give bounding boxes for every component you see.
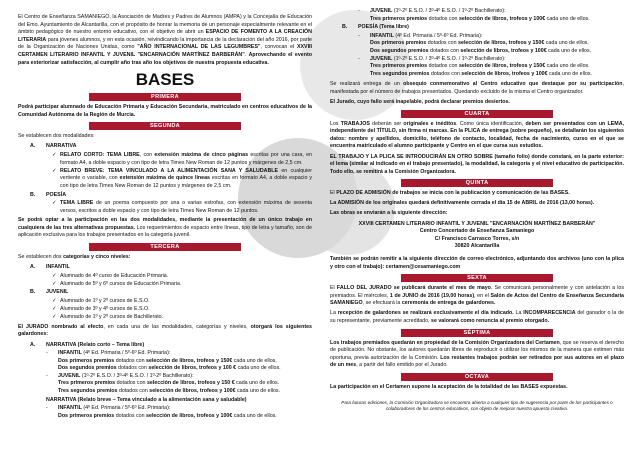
bold-text: originales e inéditos: [403, 120, 457, 127]
bold-text: FALLO DEL JURADO se publicará durante el mes de mayo: [336, 285, 491, 292]
bold-text: Dos primeros premios: [58, 412, 115, 419]
prize-heading: NARRATIVA (Relato breve – Tema vinculado a la alimentación sana y saludable): [46, 396, 247, 403]
quinta-p2: [330, 200, 624, 208]
text: cada uno de ellos.: [232, 412, 277, 419]
text: (1º-2º E.S.O. / 3º-4º E.S.O. / 1º-2º Bachillerato):: [392, 8, 506, 14]
quinta-email-text: [330, 256, 624, 271]
bold-text: Los trabajos premiados quedarán en propiedad de la Comisión Organizadora del Certamen: [330, 339, 560, 346]
check-item: ✓ Alumnado de 1º y 2º cursos de E.S.O.: [52, 298, 150, 305]
text: escritas en formato A4, a doble espacio y con tipo de letra Times New Roman de 12 puntos y márgenes de 2,5 cm.: [60, 175, 313, 189]
bold-text: EL TRABAJO Y LA PLICA SE INTRODUCIRÁN EN OTRO SOBRE (tamaño folio) donde constará, en la parte exterior: el lema (similar al indicado en el trabajo presentado), la modalidad, la categoría y el nivel educativo de participación. Todo ello, se remitirá a la Comisión Organizadora.: [330, 153, 624, 175]
bold-text: selección de libros, trofeos y 100€: [461, 70, 548, 77]
text: (4º Ed. Primaria / 5º-6º Ed. Primaria):: [81, 350, 171, 357]
text: del ganador o la de su representante, previamente acreditado,: [330, 310, 624, 324]
text: cada uno de ellos.: [546, 47, 592, 54]
bold-text: ceremonia de entrega de galardones.: [401, 300, 496, 307]
tercera-intro: [18, 254, 312, 262]
check-icon: ✓: [52, 272, 57, 279]
prize-heading: A. NARRATIVA (Relato corto – Tema libre): [30, 341, 145, 348]
cuarta-p2: [330, 154, 624, 177]
text: deberán ser: [369, 120, 404, 127]
bold-text: INFANTIL: [58, 350, 82, 357]
bold-text: INCOMPARECENCIA: [523, 310, 576, 317]
bold-text: selección de libros, trofeos y 150 €: [146, 380, 235, 387]
text: (4º Ed. Primaria / 5º-6º Ed. Primaria):: [81, 405, 171, 412]
prize-line: [370, 71, 624, 79]
bold-text: XXVIII CERTAMEN LITERARIO INFANTIL Y JUVENIL "ENCARNACIÓN MARTÍNEZ BARBERÁN": [18, 44, 312, 58]
bold-text: TRABAJOS: [340, 120, 370, 127]
text: , que se reserva el derecho de publicación. No obstante, los autores quedarán libres de reproducir o utilizar los mismos de la manera que estimen más oportuna, previa autorización de la Comisión.: [330, 339, 624, 361]
primera-text: [18, 104, 312, 119]
text: El Centro de Enseñanza SAMANIEGO, la Asociación de Madres y Padres de Alumnos (AMPA) y la Concejalía de Educación del Emo. Ayuntamiento de Alcantarilla, con el propósito de honrar la memoria de un personaje especialmente relevante en el ámbito pedagógico de nuestro entorno educativo, con el objetivo de abrir un: [18, 14, 312, 36]
bold-text: ESPACIO DE FOMENTO A LA CREACIÓN LITERARIA: [18, 29, 312, 43]
text: dotados con: [114, 357, 147, 364]
check-icon: ✓: [52, 200, 57, 207]
text: , con: [139, 152, 155, 159]
check-icon: ✓: [52, 152, 57, 159]
check-icon: ✓: [52, 167, 57, 174]
right-column: [330, 8, 624, 412]
bold-text: obsequio conmemorativo al Centro educativo que destaque por su participación: [403, 81, 623, 88]
sexta-p2: [330, 310, 624, 325]
text: dotados con: [429, 70, 462, 77]
check-item: ✓ Alumnado de 4º curso de Educación Primaria.: [52, 272, 169, 279]
prize-level: - JUVENIL (1º-2º E.S.O. / 3º-4º E.S.O. / 1º-2º Bachillerato):: [358, 55, 506, 62]
prize-line: [58, 365, 312, 373]
check-icon: ✓: [52, 306, 57, 313]
bold-text: Tres segundos premios: [58, 388, 118, 395]
check-item: [52, 168, 312, 191]
bold-text: selección de libros, trofeos y 150€: [458, 40, 545, 47]
text: La: [330, 310, 338, 317]
section-header-cuarta: CUARTA: [401, 110, 553, 118]
address-line: C/ Francisco Carrasco Torres, s/n: [434, 235, 520, 242]
bold-text: También se podrán remitir a la siguiente dirección de correo electrónico, adjuntando dos archivos (uno con la plica y otro con el trabajo): certamen@cesamaniego.com: [330, 255, 624, 270]
section-header-octava: OCTAVA: [401, 373, 553, 381]
prize-line: [370, 40, 624, 48]
bold-text: selección de libros, trofeos y 100€: [458, 15, 546, 22]
text: Se establecen dos: [18, 254, 64, 261]
bold-text: El Jurado, cuyo fallo será inapelable, podrá declarar premios desiertos.: [330, 99, 510, 106]
octava-text: [330, 384, 624, 392]
prize-line: [58, 358, 312, 366]
text: (1º-2º E.S.O. / 3º-4º E.S.O. / 1º-2º Bachillerato):: [80, 372, 194, 379]
text: dotados con: [427, 63, 459, 70]
bold-text: de trabajos se inicia con la publicación y comunicación de las BASES.: [392, 190, 570, 197]
bold-text: JUVENIL: [370, 8, 393, 14]
text: . Como única identificación,: [456, 120, 526, 127]
prize-level: - INFANTIL (4º Ed. Primaria / 5º-6º Ed. Primaria):: [358, 32, 483, 39]
bold-text: JUVENIL: [58, 372, 81, 379]
text: dotados con: [428, 47, 461, 54]
text: cada uno de ellos.: [545, 15, 590, 22]
check-icon: ✓: [52, 314, 57, 321]
text: , manifestada por el número de trabajos presentados. Quedando excluido de la misma el Centro organizador.: [330, 81, 624, 95]
section-header-primera: PRIMERA: [89, 93, 241, 101]
text: dotados con: [116, 365, 149, 372]
check-item: ✓ Alumnado de 1º y 2º cursos de Bachillerato.: [52, 314, 164, 321]
text: La: [513, 310, 524, 317]
prize-line: [370, 63, 624, 71]
bold-text: Aprovechando el evento para exteriorizar satisfacción, al cumplir año tras año los objetivos de nuestra propuesta educativa.: [18, 51, 312, 66]
bold-text: Las obras se enviarán a la siguiente dirección:: [330, 210, 448, 217]
prize-line: [58, 380, 312, 388]
bold-text: selección de libros, trofeos y 100 €: [148, 365, 237, 372]
bold-text: selección de libros, trofeos y 100€: [146, 412, 233, 419]
bold-text: selección de libros, trofeos y 100€: [460, 47, 547, 54]
bold-text: deben ser presentados con un LEMA, independiente del TÍTULO, sin firma ni marcas. En la PLICA de entrega (sobre pequeño), se detallarán los siguientes datos: nombre y apellidos, domicilio, teléfono de contacto, localidad, fecha de nacimiento, curso en el que se encuentra matriculado el alumno participante y Centro en el que cursa sus estudios.: [330, 120, 625, 150]
text: dotados con: [114, 412, 147, 419]
text: El: [330, 190, 337, 197]
modality-heading: A. NARRATIVA: [30, 143, 77, 150]
bold-text: Dos primeros premios: [370, 40, 427, 47]
text: en cualquier vertiente o variable, con: [60, 167, 312, 182]
prize-line: [370, 48, 624, 56]
text: dotados con: [117, 388, 150, 395]
bold-text: "AÑO INTERNACIONAL DE LAS LEGUMBRES": [137, 44, 261, 51]
text: cada uno de ellos.: [547, 70, 593, 77]
bold-text: INFANTIL: [370, 32, 394, 39]
check-item: [52, 200, 312, 215]
prize-level: - INFANTIL (4º Ed. Primaria / 5º-6º Ed. Primaria):: [46, 350, 171, 357]
segunda-note: [18, 217, 312, 240]
section-header-tercera: TERCERA: [89, 243, 241, 251]
address-line: 30820 Alcantarilla: [454, 243, 500, 250]
left-column: [18, 14, 312, 420]
modality-heading: B. POESÍA: [30, 191, 67, 198]
bold-text: TEMA LIBRE: [60, 200, 94, 207]
bold-text: Salón de Actos del Centro de Enseñanza Secundaria SAMANIEGO: [330, 292, 624, 307]
text: de un poema compuesto por una o varias estrofas, con extensión máxima de sesenta versos, escritos a doble espacio y con tipo de letra Times New Roman de 12 puntos.: [60, 200, 313, 214]
text: Se realizará entrega de un: [330, 81, 404, 88]
text: , convocan el: [260, 44, 297, 51]
bold-text: Tres primeros premios: [58, 380, 116, 387]
text: cada uno de ellos.: [235, 388, 281, 395]
bold-text: Podrá participar alumnado de Educación Primaria y Educación Secundaria, matriculado en centros educativos de la Comunidad Autónoma de la Región de Murcia.: [18, 104, 312, 118]
cuarta-p1: [330, 121, 624, 151]
jurado-text: [18, 324, 312, 339]
sexta-p1: [330, 285, 624, 308]
bold-text: selección de libros, trofeos y 100€: [149, 388, 236, 395]
bold-text: Los restantes trabajos podrán ser retirados por sus autores en el plazo de un mes: [330, 354, 625, 369]
bold-text: JUVENIL: [370, 55, 393, 62]
check-icon: ✓: [52, 298, 57, 305]
bold-text: selección de libros, trofeos y 150€: [458, 63, 546, 70]
segunda-intro: Se establecen dos modalidades:: [18, 133, 95, 140]
text: cada uno de ellos.: [234, 380, 280, 387]
text: , en cada una de las modalidades, categorías y niveles,: [103, 323, 251, 330]
address-line: XXVIII CERTAMEN LITERARIO INFANTIL Y JUVENIL "ENCARNACIÓN MARTÍNEZ BARBERÁN": [358, 220, 596, 227]
text: El: [330, 285, 337, 292]
check-item: [52, 152, 312, 167]
bold-text: se valorará como renuncia al premio otorgado.: [431, 318, 550, 324]
bold-text: Dos segundos premios: [370, 47, 429, 54]
septima-text: [330, 340, 624, 370]
prize-line: [370, 16, 624, 24]
obsequio-text: [330, 81, 624, 96]
prize-level: - JUVENIL (1º-2º E.S.O. / 3º-4º E.S.O. / 1º-2º Bachillerato):: [358, 8, 506, 14]
text: cada uno de ellos.: [236, 365, 281, 372]
bold-text: El JURADO nombrado al efecto: [18, 323, 104, 330]
text: Los: [330, 120, 341, 127]
bold-text: La ADMISIÓN de los originales quedará definitivamente cerrada el día 15 de ABRIL de 2016 (13,00 horas).: [330, 200, 595, 207]
bold-text: Dos segundos premios: [58, 365, 117, 372]
text: (4º Ed. Primaria / 5º-6º Ed. Primaria):: [393, 32, 483, 39]
bold-text: categorías y cinco niveles:: [63, 254, 131, 261]
prize-level: - INFANTIL (4º Ed. Primaria / 5º-6º Ed. Primaria):: [46, 405, 171, 412]
text: dotados con: [426, 40, 459, 47]
bold-text: Se podrá optar a la participación en las dos modalidades, mediante la presentación de un único trabajo en cualquiera de las tres alternativas propuestas.: [18, 217, 312, 231]
text: cada uno de ellos.: [544, 40, 589, 47]
text: cada uno de ellos.: [545, 63, 590, 70]
text: cada uno de ellos.: [232, 357, 277, 364]
prize-line: [58, 388, 312, 396]
bold-text: Tres primeros premios: [370, 15, 428, 22]
category-heading: A. INFANTIL: [30, 264, 70, 271]
text: para jóvenes alumnos, y en esta ocasión, reivindicando la importancia de la declaración del año 2016, por parte de la Organización de Naciones Unidas, como: [18, 36, 312, 51]
text: , a partir del fallo emitido por el Jurado.: [356, 362, 448, 369]
bold-text: otorgará los siguientes galardones:: [18, 323, 312, 338]
bold-text: INFANTIL: [58, 405, 82, 412]
text: , en el: [474, 292, 491, 299]
text: dotados con: [115, 380, 147, 387]
page-title: BASES: [135, 70, 195, 90]
prize-line: [58, 413, 312, 421]
text: escritas por una cara, en formato A4, a doble espacio y con tipo de letra Times New Roman de 12 puntos y márgenes de 2,5 cm.: [60, 152, 312, 166]
text: dotados con: [427, 15, 459, 22]
bold-text: RELATO BREVE: TEMA VINCULADO A LA ALIMENTACIÓN SANA Y SALUDABLE: [60, 167, 279, 174]
bold-text: 1 de JUNIO de 2016 (19,00 horas): [389, 292, 475, 299]
section-header-septima: SÉPTIMA: [401, 329, 553, 337]
quinta-p3: [330, 210, 624, 218]
category-heading: B. JUVENIL: [30, 289, 69, 296]
section-header-segunda: SEGUNDA: [89, 122, 241, 130]
quinta-p1: [330, 190, 624, 198]
bold-text: PLAZO DE ADMISIÓN: [336, 190, 391, 197]
bold-text: extensión máxima de quince líneas: [119, 175, 210, 182]
text: Los requerimientos de espacio entre líneas, tipo de letra y tamaño, son de aplicación exclusiva para los trabajos presentados en la categoría juvenil.: [18, 224, 312, 239]
bold-text: selección de libros, trofeos y 150€: [146, 357, 233, 364]
text: , se efectuará la: [362, 300, 402, 307]
check-item: ✓ Alumnado de 5º y 6º cursos de Educación Primaria.: [52, 280, 182, 287]
bold-text: Dos primeros premios: [58, 357, 115, 364]
check-item: ✓ Alumnado de 3º y 4º cursos de E.S.O.: [52, 306, 150, 313]
prize-level: - JUVENIL (1º-2º E.S.O. / 3º-4º E.S.O. / 1º-2º Bachillerato):: [46, 372, 194, 379]
bold-text: La participación en el Certamen supone la aceptación de la totalidad de las BASES expuestas.: [330, 383, 568, 390]
bold-text: Tres segundos premios: [370, 70, 430, 77]
section-header-sexta: SEXTA: [401, 274, 553, 282]
bold-text: extensión máxima de cinco páginas: [154, 152, 249, 159]
intro-paragraph: [18, 14, 312, 67]
footer-note: Para futuras ediciones, la Comisión Organizadora se encuentra abierta a cualquier tipo de sugerencia por parte de los participantes o colaboradores de los centros educativos, con objeto de mejorar nuestra apuesta creativa.: [341, 399, 613, 411]
bold-text: recepción de galardones se realizará exclusivamente el día indicado.: [337, 310, 514, 317]
text: .: [244, 51, 249, 58]
bold-text: Tres primeros premios: [370, 63, 428, 70]
check-icon: ✓: [52, 280, 57, 287]
text: (1º-2º E.S.O. / 3º-4º E.S.O. / 1º-2º Bachillerato):: [392, 55, 506, 62]
prize-heading: B. POESÍA (Tema libre): [342, 24, 409, 31]
section-header-quinta: QUINTA: [401, 179, 553, 187]
address-line: Centro Concertado de Enseñanza Samaniego: [419, 228, 535, 235]
text: . Se comunicará personalmente y con antelación a los premiados. El miércoles,: [330, 285, 625, 299]
desiertos-text: [330, 99, 624, 107]
bold-text: RELATO CORTO: TEMA LIBRE: [60, 152, 140, 159]
